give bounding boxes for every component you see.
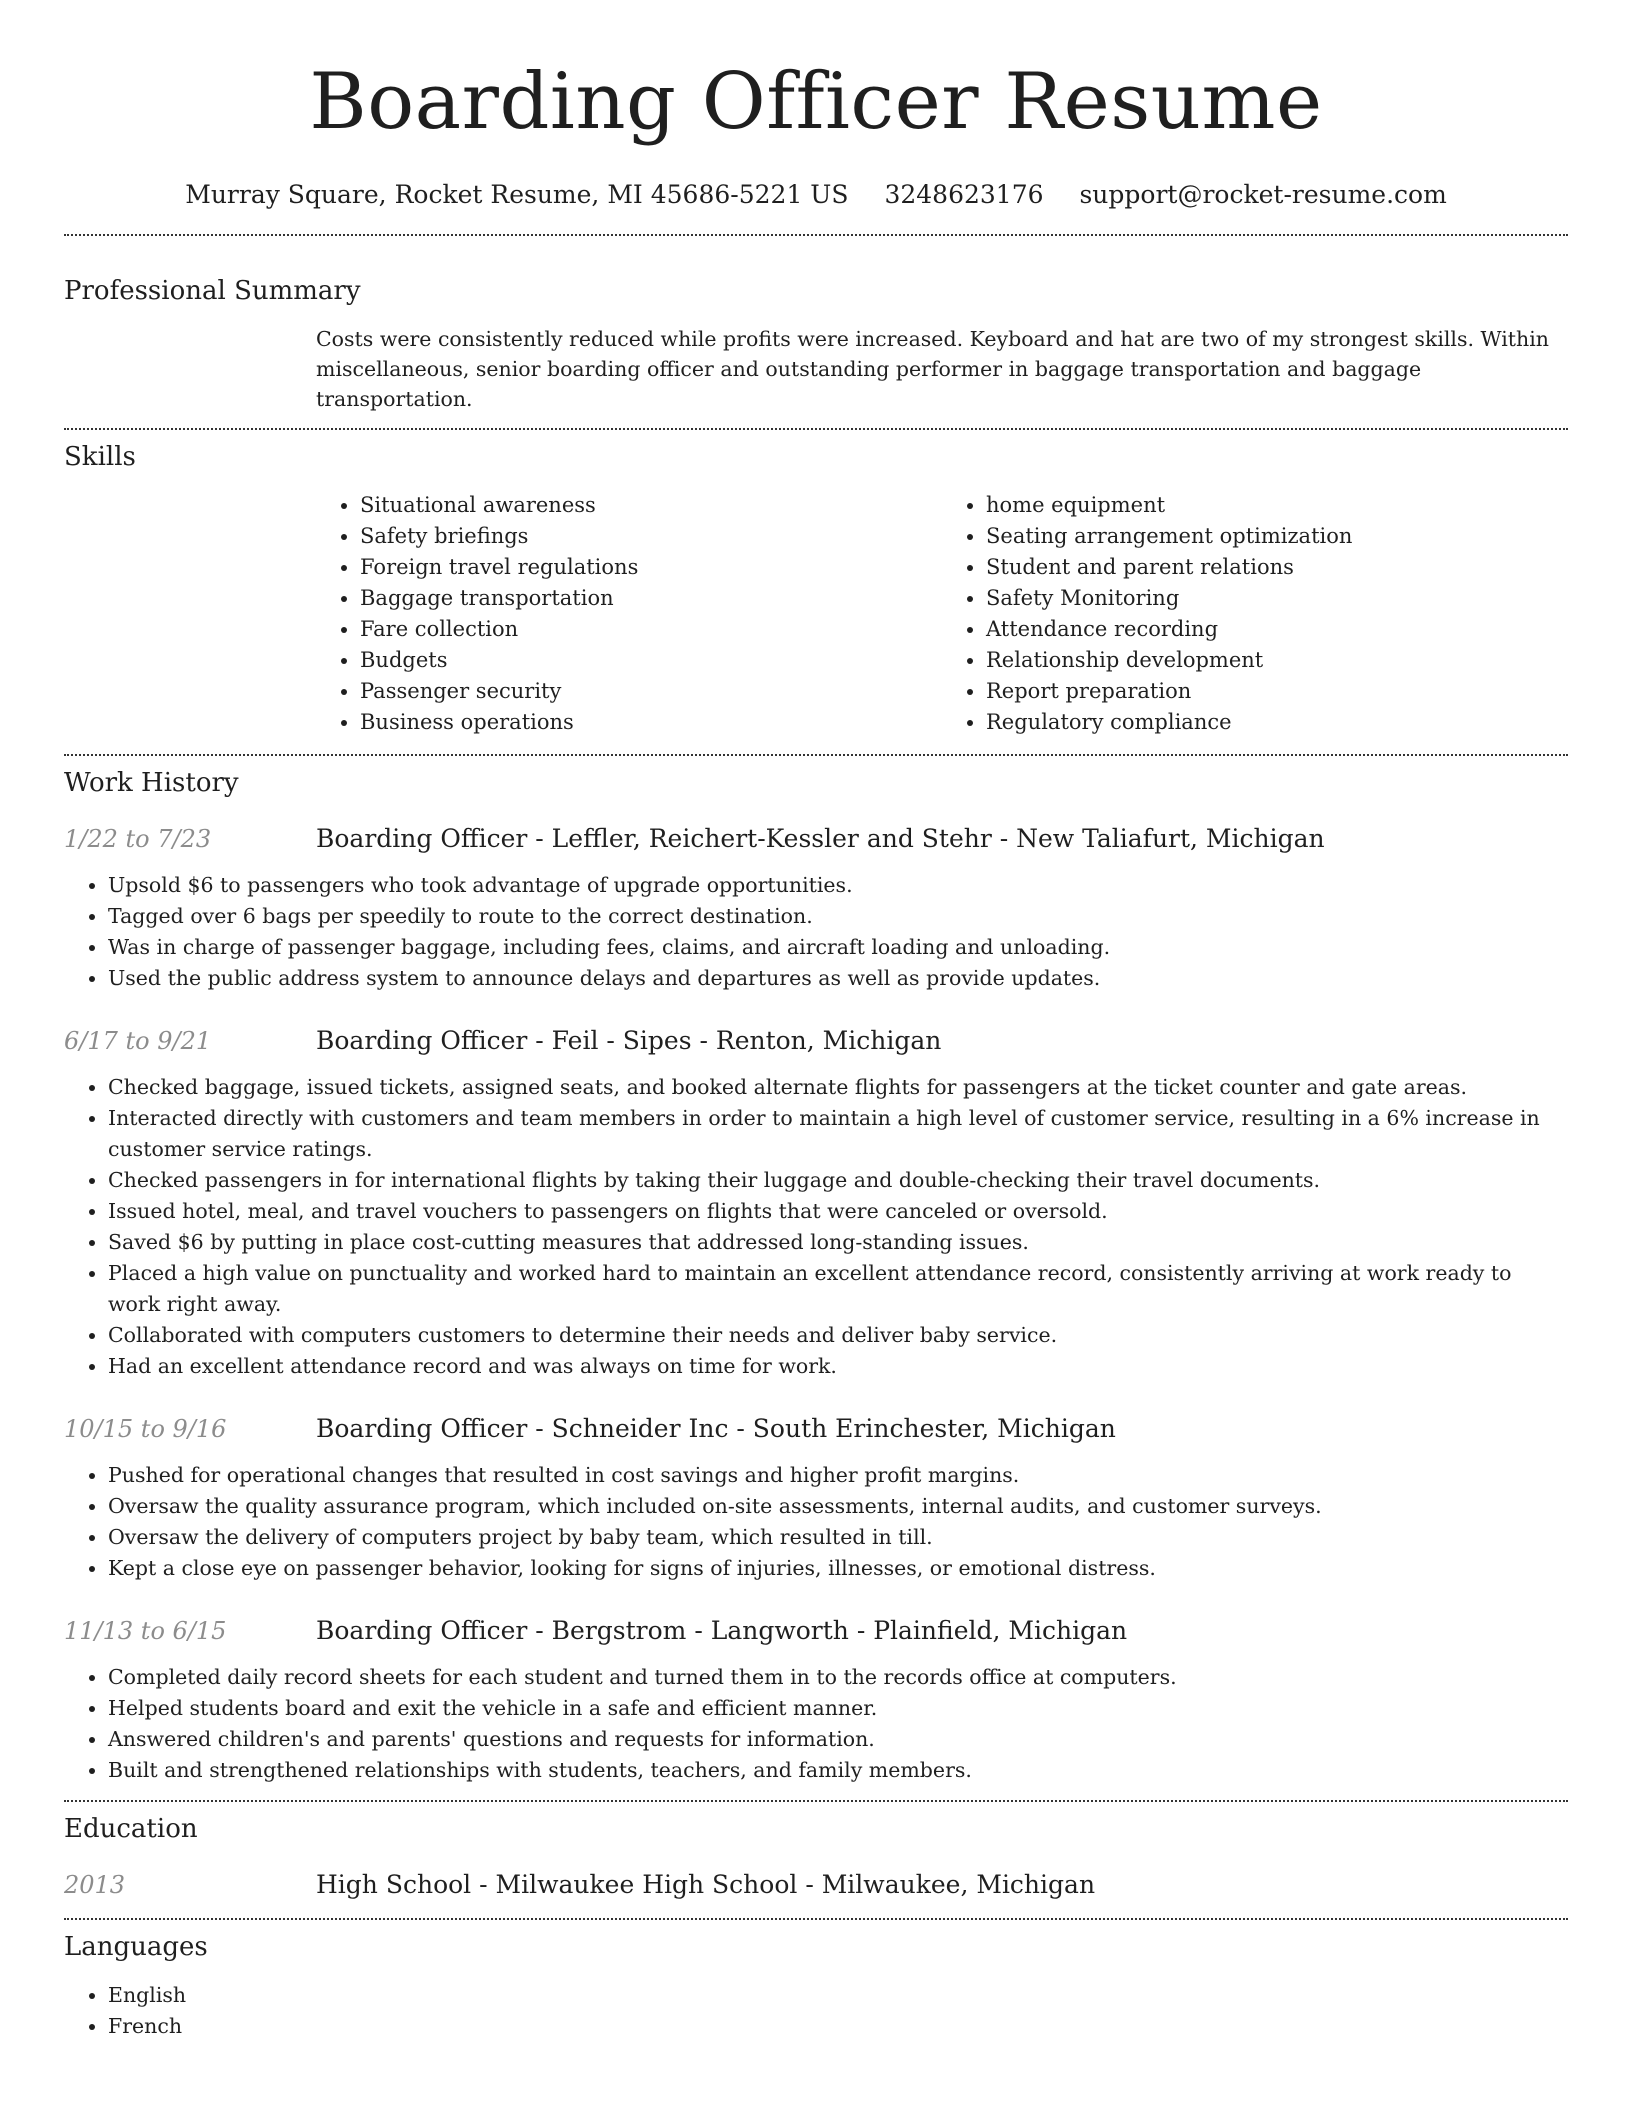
job-title: Boarding Officer - Schneider Inc - South Erinchester, Michigan — [316, 1414, 1116, 1443]
job-bullet: • Was in charge of passenger baggage, including fees, claims, and aircraft loading and unloading. — [108, 932, 1568, 963]
education-year: 2013 — [64, 1871, 126, 1899]
job-entry — [64, 1024, 1568, 1058]
contact-email: support@rocket-resume.com — [1079, 180, 1447, 209]
skill-item: • Safety briefings — [360, 521, 942, 552]
education-heading: Education — [64, 1814, 198, 1844]
contact-line — [64, 178, 1568, 212]
job-bullet: • Used the public address system to announce delays and departures as well as provide updates. — [108, 963, 1568, 994]
divider — [64, 1918, 1568, 1920]
job-title: Boarding Officer - Leffler, Reichert-Kessler and Stehr - New Taliafurt, Michigan — [316, 824, 1325, 853]
contact-phone: 3248623176 — [884, 180, 1044, 209]
resume-title: Boarding Officer Resume — [309, 57, 1323, 147]
skill-item: • Regulatory compliance — [986, 707, 1568, 738]
job-bullets — [64, 1072, 1568, 1382]
job-bullet: • Had an excellent attendance record and was always on time for work. — [108, 1351, 1568, 1382]
job-bullet: • Saved $6 by putting in place cost-cutting measures that addressed long-standing issues. — [108, 1227, 1568, 1258]
skills-list-right — [942, 490, 1568, 738]
job-dates: 11/13 to 6/15 — [64, 1617, 227, 1645]
job-bullet: • Built and strengthened relationships with students, teachers, and family members. — [108, 1755, 1568, 1786]
skill-item: • Business operations — [360, 707, 942, 738]
skills-columns — [316, 490, 1568, 738]
skill-item: • Attendance recording — [986, 614, 1568, 645]
skill-item: • Fare collection — [360, 614, 942, 645]
skill-item: • Budgets — [360, 645, 942, 676]
job-dates: 10/15 to 9/16 — [64, 1415, 227, 1443]
job-entry — [64, 1412, 1568, 1446]
job-bullet: • Checked passengers in for international flights by taking their luggage and double-checking their travel documents. — [108, 1165, 1568, 1196]
languages-heading: Languages — [64, 1932, 208, 1962]
job-entry — [64, 822, 1568, 856]
job-title: Boarding Officer - Feil - Sipes - Renton, Michigan — [316, 1026, 942, 1055]
job-bullet: • Completed daily record sheets for each student and turned them in to the records office at computers. — [108, 1662, 1568, 1693]
job-bullet: • Helped students board and exit the vehicle in a safe and efficient manner. — [108, 1693, 1568, 1724]
job-bullet: • Kept a close eye on passenger behavior, looking for signs of injuries, illnesses, or emotional distress. — [108, 1553, 1568, 1584]
skill-item: • Student and parent relations — [986, 552, 1568, 583]
skill-item: • Relationship development — [986, 645, 1568, 676]
language-item: • French — [108, 2011, 1568, 2042]
skill-item: • Passenger security — [360, 676, 942, 707]
job-bullet: • Upsold $6 to passengers who took advantage of upgrade opportunities. — [108, 870, 1568, 901]
education-entry — [64, 1868, 1568, 1902]
job-entry — [64, 1614, 1568, 1648]
skills-list-left — [316, 490, 942, 738]
languages-list — [64, 1980, 1568, 2042]
skills-heading: Skills — [64, 442, 136, 472]
job-bullet: • Oversaw the quality assurance program, which included on-site assessments, internal audits, and customer surveys. — [108, 1491, 1568, 1522]
job-dates: 1/22 to 7/23 — [64, 825, 212, 853]
skill-item: • Baggage transportation — [360, 583, 942, 614]
job-bullet: • Interacted directly with customers and team members in order to maintain a high level of customer service, resulting in a 6% increase in customer service ratings. — [108, 1103, 1568, 1165]
work-heading: Work History — [64, 768, 239, 798]
education-title: High School - Milwaukee High School - Milwaukee, Michigan — [316, 1870, 1096, 1899]
job-bullet: • Collaborated with computers customers to determine their needs and deliver baby service. — [108, 1320, 1568, 1351]
job-bullet: • Placed a high value on punctuality and worked hard to maintain an excellent attendance record, consistently arriving at work ready to work right away. — [108, 1258, 1568, 1320]
job-bullet: • Answered children's and parents' questions and requests for information. — [108, 1724, 1568, 1755]
contact-address: Murray Square, Rocket Resume, MI 45686-5221 US — [185, 180, 849, 209]
divider — [64, 234, 1568, 236]
summary-heading: Professional Summary — [64, 276, 361, 306]
job-bullets — [64, 1662, 1568, 1786]
job-bullet: • Oversaw the delivery of computers project by baby team, which resulted in till. — [108, 1522, 1568, 1553]
skill-item: • Situational awareness — [360, 490, 942, 521]
job-bullets — [64, 870, 1568, 994]
job-bullet: • Checked baggage, issued tickets, assigned seats, and booked alternate flights for passengers at the ticket counter and gate areas. — [108, 1072, 1568, 1103]
summary-text: Costs were consistently reduced while profits were increased. Keyboard and hat are two of my strongest skills. Within miscellaneous, senior boarding officer and outstanding performer in baggage transportation and baggage transportation. — [316, 327, 1550, 411]
job-bullets — [64, 1460, 1568, 1584]
skill-item: • Foreign travel regulations — [360, 552, 942, 583]
divider — [64, 428, 1568, 430]
job-bullet: • Issued hotel, meal, and travel vouchers to passengers on flights that were canceled or oversold. — [108, 1196, 1568, 1227]
language-item: • English — [108, 1980, 1568, 2011]
job-bullet: • Pushed for operational changes that resulted in cost savings and higher profit margins. — [108, 1460, 1568, 1491]
divider — [64, 754, 1568, 756]
job-dates: 6/17 to 9/21 — [64, 1027, 212, 1055]
job-title: Boarding Officer - Bergstrom - Langworth - Plainfield, Michigan — [316, 1616, 1128, 1645]
skill-item: • Seating arrangement optimization — [986, 521, 1568, 552]
divider — [64, 1800, 1568, 1802]
job-bullet: • Tagged over 6 bags per speedily to route to the correct destination. — [108, 901, 1568, 932]
skill-item: • Report preparation — [986, 676, 1568, 707]
skill-item: • Safety Monitoring — [986, 583, 1568, 614]
skill-item: • home equipment — [986, 490, 1568, 521]
